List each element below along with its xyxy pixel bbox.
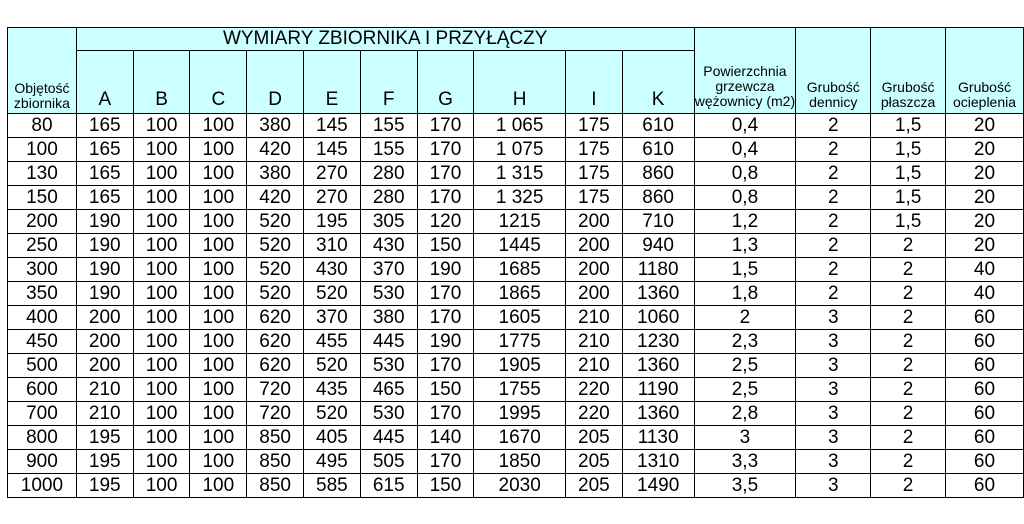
cell-heating-surface: 3,5 [694,474,796,498]
cell-h: 1755 [474,378,566,402]
cell-bottom-thickness: 2 [796,114,871,138]
cell-volume: 250 [8,234,77,258]
cell-i: 175 [565,186,622,210]
cell-f: 465 [360,378,417,402]
cell-b: 100 [133,474,190,498]
cell-insulation-thickness: 20 [946,138,1024,162]
cell-b: 100 [133,162,190,186]
cell-heating-surface: 2,8 [694,402,796,426]
cell-e: 520 [304,282,361,306]
cell-c: 100 [190,330,247,354]
cell-k: 1180 [622,258,694,282]
cell-bottom-thickness: 3 [796,354,871,378]
cell-a: 195 [76,426,133,450]
heating-surface-header: Powierzchnia grzewcza wężownicy (m2) [694,28,796,114]
cell-b: 100 [133,354,190,378]
cell-e: 195 [304,210,361,234]
cell-h: 1670 [474,426,566,450]
cell-e: 270 [304,186,361,210]
cell-k: 1360 [622,354,694,378]
cell-f: 445 [360,426,417,450]
table-row [8,258,1024,282]
cell-volume: 700 [8,402,77,426]
cell-shell-thickness: 1,5 [871,114,946,138]
cell-shell-thickness: 2 [871,426,946,450]
cell-k: 710 [622,210,694,234]
cell-b: 100 [133,186,190,210]
cell-d: 420 [247,186,304,210]
table-row [8,186,1024,210]
cell-i: 210 [565,354,622,378]
cell-insulation-thickness: 40 [946,258,1024,282]
cell-a: 210 [76,402,133,426]
cell-c: 100 [190,258,247,282]
cell-bottom-thickness: 2 [796,258,871,282]
cell-c: 100 [190,114,247,138]
cell-c: 100 [190,210,247,234]
cell-insulation-thickness: 60 [946,330,1024,354]
cell-heating-surface: 0,8 [694,162,796,186]
cell-bottom-thickness: 2 [796,186,871,210]
column-header-c: C [190,51,247,114]
cell-a: 200 [76,354,133,378]
cell-volume: 200 [8,210,77,234]
cell-i: 205 [565,426,622,450]
cell-g: 140 [417,426,474,450]
cell-insulation-thickness: 60 [946,450,1024,474]
cell-volume: 100 [8,138,77,162]
cell-insulation-thickness: 20 [946,186,1024,210]
cell-d: 620 [247,354,304,378]
cell-h: 1685 [474,258,566,282]
cell-h: 1 325 [474,186,566,210]
cell-g: 170 [417,138,474,162]
table-row [8,354,1024,378]
cell-b: 100 [133,114,190,138]
cell-bottom-thickness: 3 [796,450,871,474]
cell-i: 205 [565,450,622,474]
table-row [8,306,1024,330]
cell-d: 850 [247,450,304,474]
cell-c: 100 [190,450,247,474]
cell-f: 530 [360,354,417,378]
cell-insulation-thickness: 60 [946,474,1024,498]
cell-heating-surface: 1,8 [694,282,796,306]
cell-g: 170 [417,306,474,330]
cell-bottom-thickness: 2 [796,210,871,234]
cell-k: 1360 [622,402,694,426]
cell-f: 530 [360,282,417,306]
cell-heating-surface: 0,4 [694,114,796,138]
cell-c: 100 [190,378,247,402]
cell-d: 720 [247,402,304,426]
cell-d: 520 [247,282,304,306]
cell-h: 1850 [474,450,566,474]
cell-a: 165 [76,138,133,162]
cell-volume: 350 [8,282,77,306]
cell-g: 150 [417,378,474,402]
cell-g: 170 [417,186,474,210]
cell-shell-thickness: 2 [871,354,946,378]
cell-b: 100 [133,330,190,354]
cell-bottom-thickness: 3 [796,474,871,498]
cell-e: 495 [304,450,361,474]
cell-d: 380 [247,114,304,138]
cell-c: 100 [190,162,247,186]
cell-f: 430 [360,234,417,258]
cell-shell-thickness: 1,5 [871,186,946,210]
cell-insulation-thickness: 60 [946,354,1024,378]
cell-bottom-thickness: 2 [796,234,871,258]
cell-e: 370 [304,306,361,330]
cell-g: 190 [417,330,474,354]
cell-insulation-thickness: 60 [946,426,1024,450]
table-row [8,162,1024,186]
cell-insulation-thickness: 20 [946,210,1024,234]
cell-c: 100 [190,402,247,426]
cell-b: 100 [133,378,190,402]
cell-a: 190 [76,210,133,234]
cell-shell-thickness: 2 [871,306,946,330]
column-header-e: E [304,51,361,114]
cell-shell-thickness: 2 [871,258,946,282]
cell-k: 1060 [622,306,694,330]
cell-i: 210 [565,330,622,354]
cell-shell-thickness: 2 [871,474,946,498]
cell-volume: 130 [8,162,77,186]
cell-h: 1445 [474,234,566,258]
cell-c: 100 [190,426,247,450]
cell-g: 170 [417,162,474,186]
cell-heating-surface: 1,2 [694,210,796,234]
cell-h: 2030 [474,474,566,498]
cell-f: 615 [360,474,417,498]
cell-h: 1995 [474,402,566,426]
cell-volume: 900 [8,450,77,474]
cell-bottom-thickness: 2 [796,138,871,162]
table-row [8,402,1024,426]
cell-e: 405 [304,426,361,450]
cell-h: 1 065 [474,114,566,138]
cell-c: 100 [190,234,247,258]
table-row [8,474,1024,498]
cell-insulation-thickness: 20 [946,162,1024,186]
table-row [8,210,1024,234]
cell-insulation-thickness: 40 [946,282,1024,306]
cell-i: 175 [565,138,622,162]
cell-insulation-thickness: 20 [946,234,1024,258]
cell-d: 420 [247,138,304,162]
cell-i: 210 [565,306,622,330]
cell-volume: 450 [8,330,77,354]
cell-a: 210 [76,378,133,402]
cell-a: 190 [76,258,133,282]
table-body [8,114,1024,498]
cell-volume: 800 [8,426,77,450]
cell-k: 1190 [622,378,694,402]
cell-f: 530 [360,402,417,426]
cell-k: 1490 [622,474,694,498]
cell-heating-surface: 3 [694,426,796,450]
cell-b: 100 [133,258,190,282]
cell-bottom-thickness: 3 [796,330,871,354]
cell-k: 940 [622,234,694,258]
cell-f: 505 [360,450,417,474]
cell-i: 175 [565,162,622,186]
cell-bottom-thickness: 2 [796,162,871,186]
cell-bottom-thickness: 3 [796,402,871,426]
cell-k: 1310 [622,450,694,474]
cell-f: 155 [360,138,417,162]
cell-i: 200 [565,282,622,306]
cell-b: 100 [133,282,190,306]
cell-g: 170 [417,402,474,426]
cell-f: 370 [360,258,417,282]
cell-f: 305 [360,210,417,234]
cell-h: 1605 [474,306,566,330]
cell-heating-surface: 0,4 [694,138,796,162]
cell-e: 145 [304,114,361,138]
cell-volume: 1000 [8,474,77,498]
cell-f: 380 [360,306,417,330]
cell-a: 195 [76,474,133,498]
column-header-h: H [474,51,566,114]
cell-volume: 400 [8,306,77,330]
column-header-k: K [622,51,694,114]
cell-g: 150 [417,474,474,498]
cell-h: 1775 [474,330,566,354]
cell-b: 100 [133,306,190,330]
cell-c: 100 [190,138,247,162]
cell-bottom-thickness: 2 [796,282,871,306]
cell-g: 190 [417,258,474,282]
cell-d: 520 [247,258,304,282]
cell-heating-surface: 1,5 [694,258,796,282]
table-row [8,330,1024,354]
cell-d: 850 [247,474,304,498]
cell-shell-thickness: 1,5 [871,210,946,234]
volume-header: Objętość zbiornika [8,28,77,114]
cell-d: 520 [247,210,304,234]
table-row [8,114,1024,138]
cell-h: 1 315 [474,162,566,186]
cell-i: 200 [565,234,622,258]
cell-shell-thickness: 2 [871,330,946,354]
cell-volume: 600 [8,378,77,402]
cell-heating-surface: 2,5 [694,354,796,378]
cell-i: 220 [565,378,622,402]
cell-k: 610 [622,138,694,162]
cell-g: 150 [417,234,474,258]
cell-g: 170 [417,282,474,306]
cell-shell-thickness: 2 [871,402,946,426]
cell-shell-thickness: 1,5 [871,162,946,186]
dimensions-group-title: WYMIARY ZBIORNIKA I PRZYŁĄCZY [76,28,694,51]
cell-heating-surface: 3,3 [694,450,796,474]
cell-d: 380 [247,162,304,186]
cell-shell-thickness: 2 [871,450,946,474]
column-header-g: G [417,51,474,114]
cell-e: 270 [304,162,361,186]
cell-h: 1905 [474,354,566,378]
cell-k: 1360 [622,282,694,306]
insulation-thickness-header: Grubość ocieplenia [946,28,1024,114]
column-header-f: F [360,51,417,114]
cell-shell-thickness: 2 [871,378,946,402]
cell-e: 310 [304,234,361,258]
cell-f: 155 [360,114,417,138]
cell-g: 170 [417,114,474,138]
cell-a: 165 [76,162,133,186]
cell-bottom-thickness: 3 [796,378,871,402]
cell-insulation-thickness: 20 [946,114,1024,138]
cell-k: 610 [622,114,694,138]
cell-k: 860 [622,162,694,186]
cell-shell-thickness: 2 [871,282,946,306]
cell-i: 220 [565,402,622,426]
cell-a: 200 [76,330,133,354]
column-header-b: B [133,51,190,114]
cell-b: 100 [133,210,190,234]
cell-bottom-thickness: 3 [796,306,871,330]
cell-d: 620 [247,330,304,354]
cell-k: 1130 [622,426,694,450]
cell-e: 585 [304,474,361,498]
cell-heating-surface: 2,3 [694,330,796,354]
cell-g: 170 [417,354,474,378]
cell-a: 195 [76,450,133,474]
cell-e: 520 [304,402,361,426]
cell-f: 280 [360,186,417,210]
cell-k: 1230 [622,330,694,354]
cell-heating-surface: 2 [694,306,796,330]
cell-d: 620 [247,306,304,330]
cell-i: 175 [565,114,622,138]
cell-e: 430 [304,258,361,282]
cell-c: 100 [190,474,247,498]
cell-a: 165 [76,114,133,138]
cell-h: 1 075 [474,138,566,162]
cell-i: 205 [565,474,622,498]
table-row [8,426,1024,450]
cell-b: 100 [133,138,190,162]
cell-i: 200 [565,210,622,234]
cell-insulation-thickness: 60 [946,378,1024,402]
column-header-d: D [247,51,304,114]
cell-e: 455 [304,330,361,354]
table-row [8,450,1024,474]
cell-d: 720 [247,378,304,402]
cell-f: 280 [360,162,417,186]
cell-a: 190 [76,234,133,258]
table-row [8,138,1024,162]
cell-a: 190 [76,282,133,306]
cell-b: 100 [133,426,190,450]
cell-volume: 80 [8,114,77,138]
cell-h: 1865 [474,282,566,306]
cell-a: 165 [76,186,133,210]
bottom-thickness-header: Grubość dennicy [796,28,871,114]
cell-heating-surface: 1,3 [694,234,796,258]
table-row [8,378,1024,402]
cell-heating-surface: 0,8 [694,186,796,210]
dimensions-table-container [7,27,1024,498]
cell-c: 100 [190,282,247,306]
column-header-i: I [565,51,622,114]
cell-a: 200 [76,306,133,330]
cell-e: 520 [304,354,361,378]
cell-g: 170 [417,450,474,474]
table-row [8,234,1024,258]
column-header-a: A [76,51,133,114]
cell-shell-thickness: 1,5 [871,138,946,162]
cell-bottom-thickness: 3 [796,426,871,450]
cell-d: 520 [247,234,304,258]
cell-shell-thickness: 2 [871,234,946,258]
cell-volume: 300 [8,258,77,282]
shell-thickness-header: Grubość płaszcza [871,28,946,114]
cell-c: 100 [190,354,247,378]
cell-g: 120 [417,210,474,234]
cell-e: 145 [304,138,361,162]
cell-e: 435 [304,378,361,402]
cell-b: 100 [133,450,190,474]
cell-volume: 500 [8,354,77,378]
cell-heating-surface: 2,5 [694,378,796,402]
tank-dimensions-table [7,27,1024,498]
cell-insulation-thickness: 60 [946,306,1024,330]
cell-h: 1215 [474,210,566,234]
table-row [8,282,1024,306]
cell-f: 445 [360,330,417,354]
cell-b: 100 [133,234,190,258]
cell-k: 860 [622,186,694,210]
cell-c: 100 [190,186,247,210]
cell-d: 850 [247,426,304,450]
cell-volume: 150 [8,186,77,210]
cell-insulation-thickness: 60 [946,402,1024,426]
cell-i: 200 [565,258,622,282]
cell-b: 100 [133,402,190,426]
cell-c: 100 [190,306,247,330]
